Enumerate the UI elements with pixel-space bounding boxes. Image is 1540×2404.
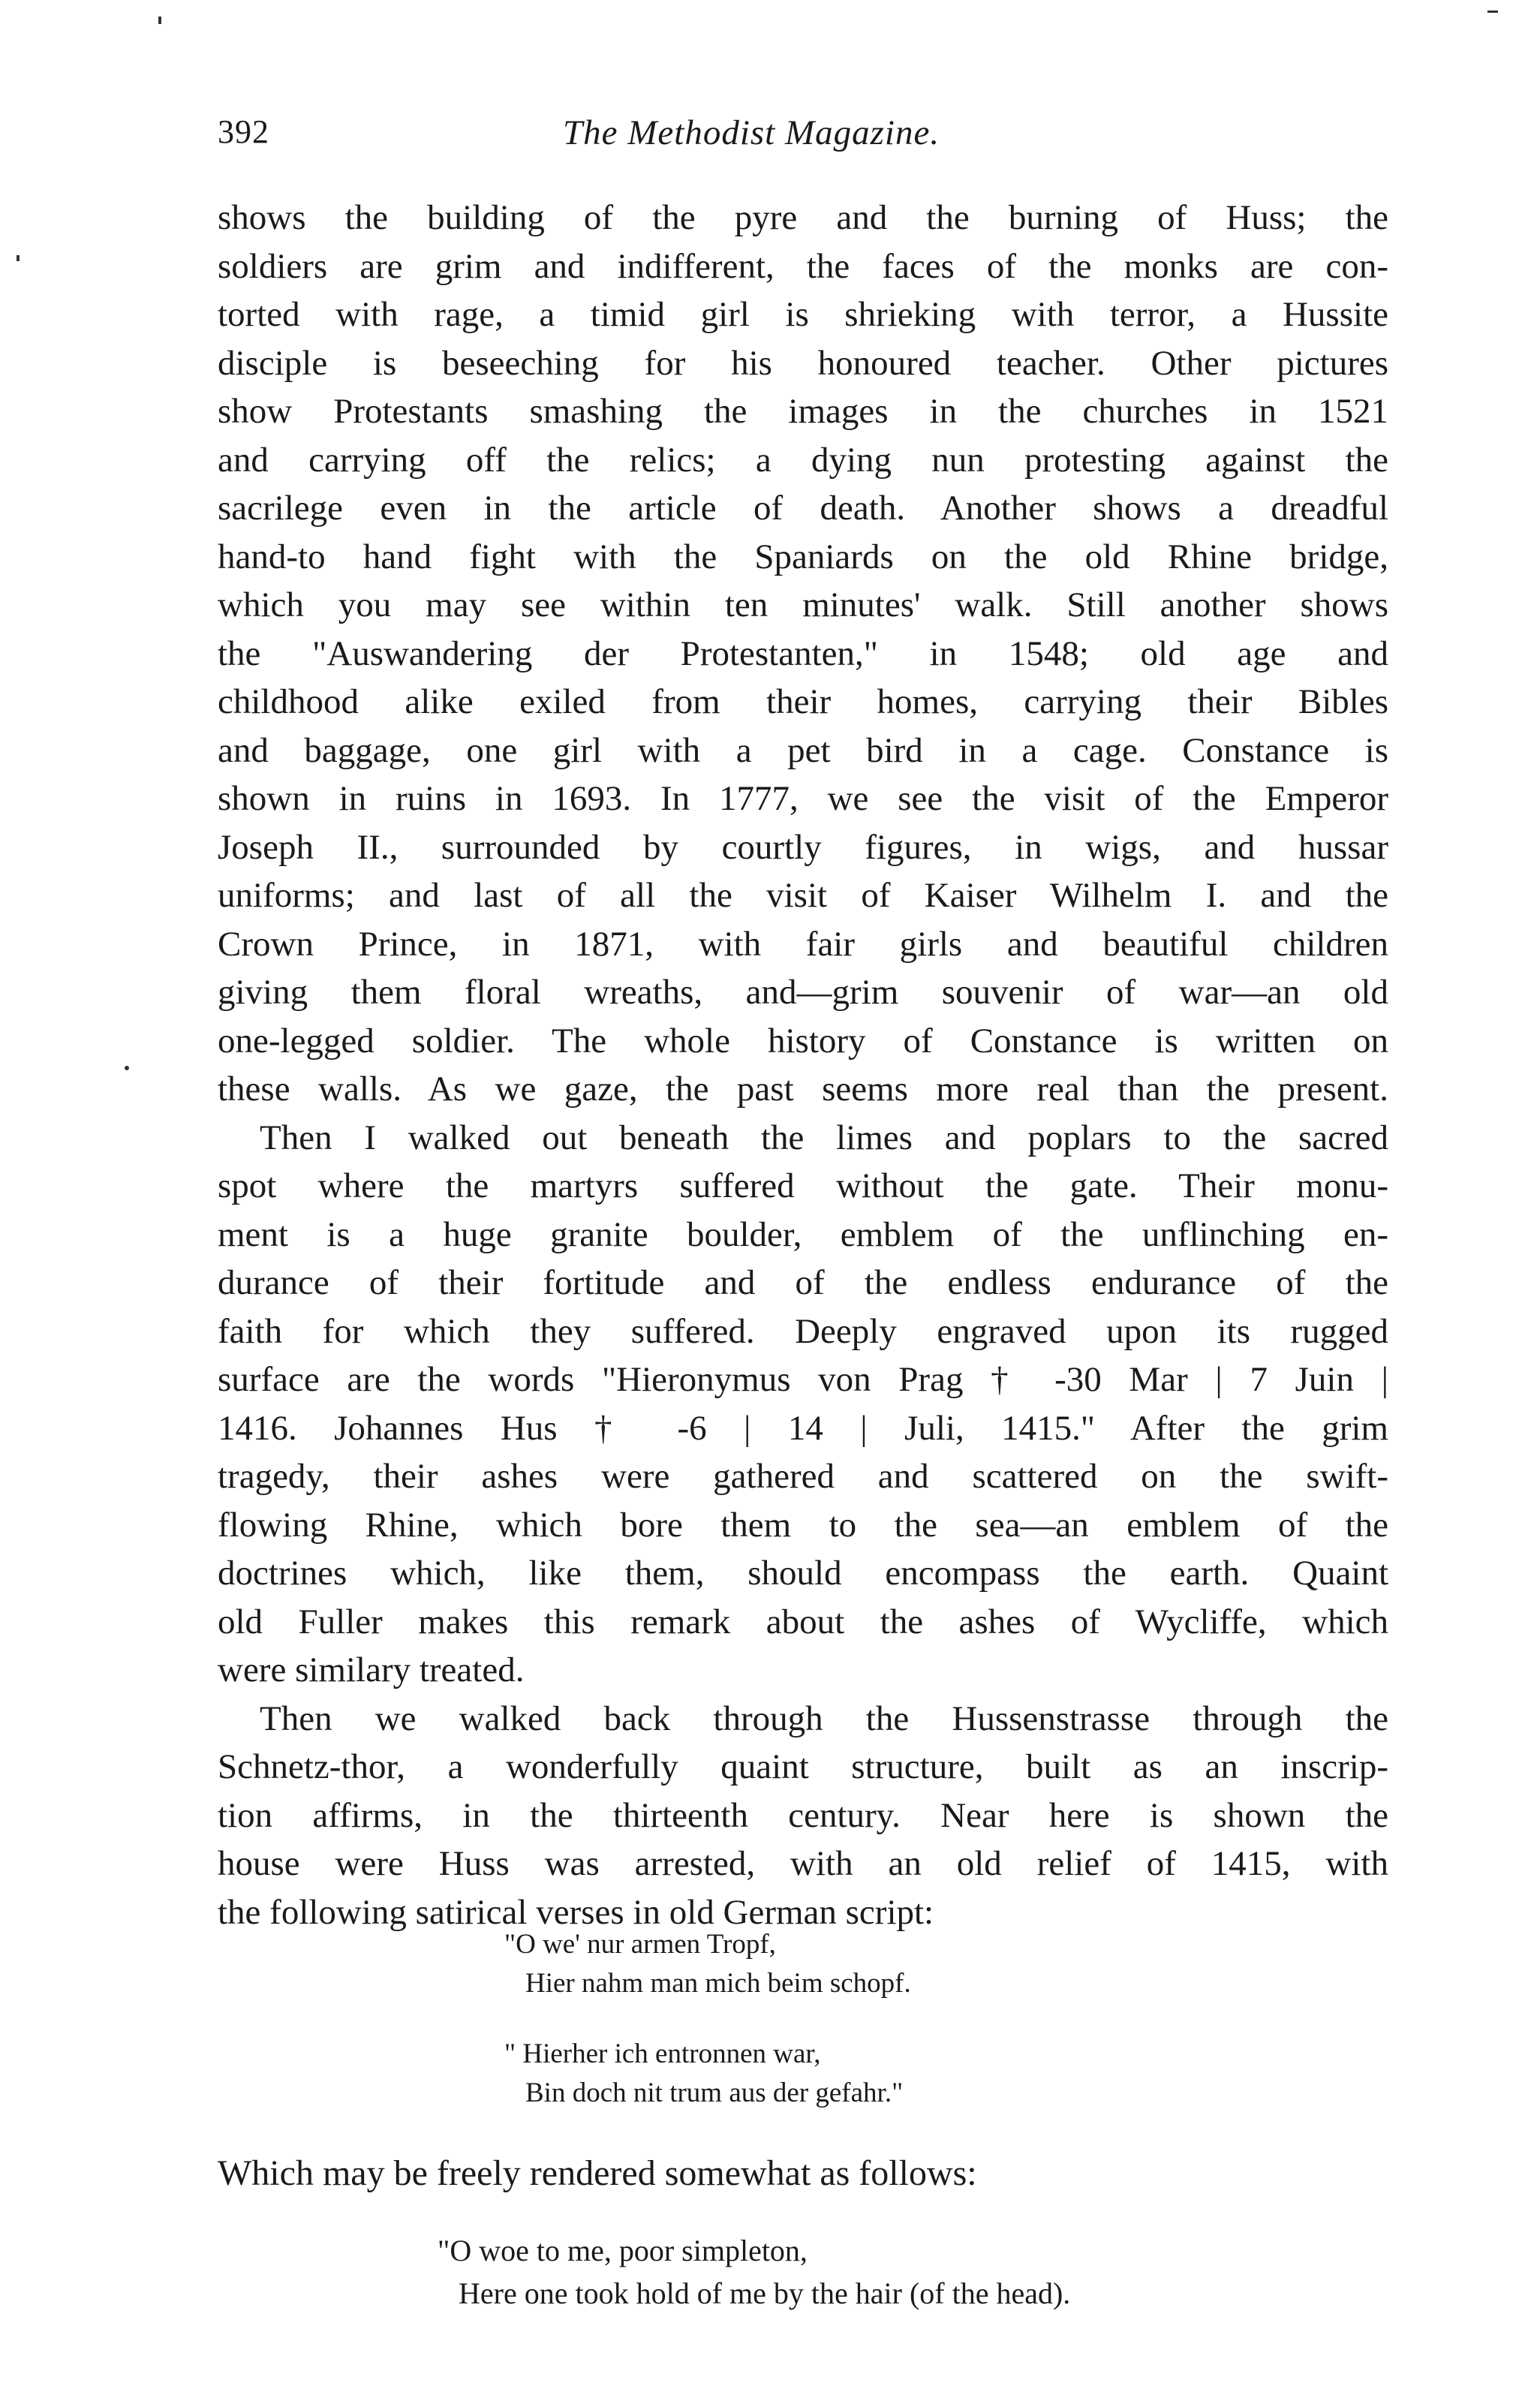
- verse-line: "O we' nur armen Tropf,: [504, 1929, 776, 1960]
- text-line: shown in ruins in 1693. In 1777, we see the visit of the Emperor: [218, 779, 1388, 818]
- verse-line: " Hierher ich entronnen war,: [504, 2038, 821, 2069]
- text-line: Joseph II., surrounded by courtly figures, in wigs, and hussar: [218, 827, 1388, 867]
- scan-mark: [125, 1066, 129, 1070]
- text-line: ment is a huge granite boulder, emblem of the unflinching en-: [218, 1214, 1388, 1254]
- scan-mark: [17, 255, 20, 261]
- text-line: giving them floral wreaths, and—grim souvenir of war—an old: [218, 973, 1388, 1012]
- german-verse-1: [504, 1925, 911, 2003]
- text-line: sacrilege even in the article of death. Another shows a dreadful: [218, 489, 1388, 528]
- text-line: durance of their fortitude and of the endless endurance of the: [218, 1263, 1388, 1302]
- text-line: the following satirical verses in old German script:: [218, 1892, 934, 1932]
- german-verse-2: [504, 2035, 903, 2113]
- text-line: childhood alike exiled from their homes, carrying their Bibles: [218, 682, 1388, 721]
- text-line: hand-to hand fight with the Spaniards on the old Rhine bridge,: [218, 537, 1388, 576]
- verse-line: "O woe to me, poor simpleton,: [438, 2234, 808, 2267]
- verse-line: Bin doch nit trum aus der gefahr.": [525, 2078, 904, 2108]
- page-number: 392: [218, 113, 269, 150]
- text-line: one-legged soldier. The whole history of Constance is written on: [218, 1021, 1388, 1061]
- text-line: flowing Rhine, which bore them to the sea—an emblem of the: [218, 1505, 1388, 1545]
- text-line: the "Auswandering der Protestanten," in 1548; old age and: [218, 633, 1388, 673]
- paragraph-first-line: Then I walked out beneath the limes and poplars to the sacred: [260, 1118, 1388, 1157]
- body-text: [218, 194, 1388, 1936]
- text-line: faith for which they suffered. Deeply engraved upon its rugged: [218, 1311, 1388, 1351]
- text-line: spot where the martyrs suffered without the gate. Their monu-: [218, 1166, 1388, 1205]
- verse-line: Hier nahm man mich beim schopf.: [525, 1968, 911, 1999]
- text-line: uniforms; and last of all the visit of Kaiser Wilhelm I. and the: [218, 876, 1388, 915]
- text-line: which you may see within ten minutes' walk. Still another shows: [218, 585, 1388, 624]
- scan-mark: [1487, 11, 1498, 13]
- verse-line: Here one took hold of me by the hair (of the head).: [459, 2276, 1071, 2310]
- running-title: The Methodist Magazine.: [563, 113, 940, 152]
- text-line: torted with rage, a timid girl is shrieking with terror, a Hussite: [218, 295, 1388, 334]
- paragraph-first-line: Then we walked back through the Hussenstrasse through the: [260, 1698, 1388, 1738]
- text-line: shows the building of the pyre and the burning of Huss; the: [218, 198, 1388, 237]
- text-line: old Fuller makes this remark about the ashes of Wycliffe, which: [218, 1602, 1388, 1641]
- text-line: soldiers are grim and indifferent, the faces of the monks are con-: [218, 246, 1388, 286]
- text-line: Crown Prince, in 1871, with fair girls and beautiful children: [218, 924, 1388, 964]
- translated-verse: [438, 2229, 1070, 2315]
- page-header: [218, 113, 1388, 165]
- text-line: tragedy, their ashes were gathered and scattered on the swift-: [218, 1457, 1388, 1496]
- text-line: and carrying off the relics; a dying nun protesting against the: [218, 440, 1388, 480]
- text-line: doctrines which, like them, should encompass the earth. Quaint: [218, 1554, 1388, 1593]
- text-line: these walls. As we gaze, the past seems more real than the present.: [218, 1070, 1388, 1109]
- text-line: Schnetz-thor, a wonderfully quaint structure, built as an inscrip-: [218, 1747, 1388, 1786]
- text-line: 1416. Johannes Hus † -6 | 14 | Juli, 1415." After the grim: [218, 1408, 1388, 1448]
- text-line: were similary treated.: [218, 1650, 525, 1689]
- text-line: surface are the words "Hieronymus von Prag † -30 Mar | 7 Juin |: [218, 1360, 1388, 1399]
- text-line: show Protestants smashing the images in the churches in 1521: [218, 392, 1388, 431]
- text-line: disciple is beseeching for his honoured teacher. Other pictures: [218, 343, 1388, 383]
- translation-intro: Which may be freely rendered somewhat as follows:: [218, 2153, 977, 2193]
- text-line: tion affirms, in the thirteenth century. Near here is shown the: [218, 1795, 1388, 1835]
- scan-mark: [158, 17, 161, 24]
- text-line: house were Huss was arrested, with an old relief of 1415, with: [218, 1844, 1388, 1883]
- text-line: and baggage, one girl with a pet bird in a cage. Constance is: [218, 730, 1388, 770]
